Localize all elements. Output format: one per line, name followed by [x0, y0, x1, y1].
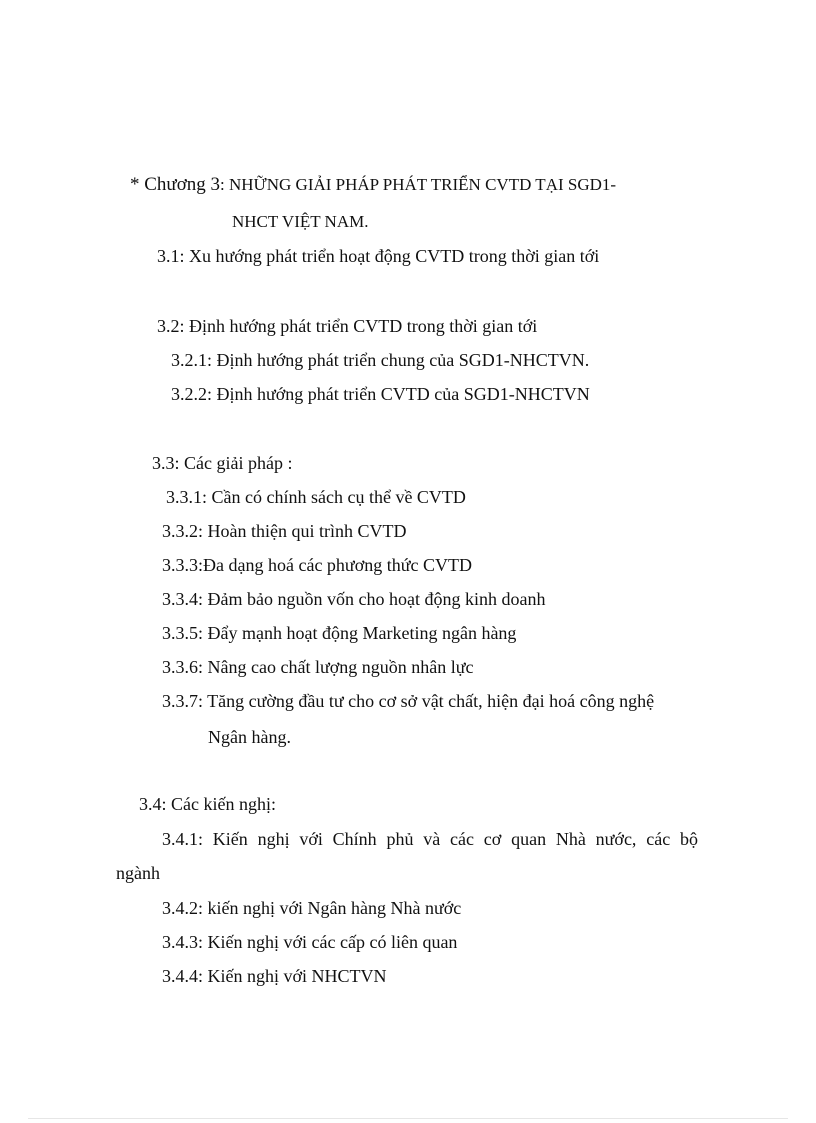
section-3-3-5: 3.3.5: Đẩy mạnh hoạt động Marketing ngân hàng	[162, 623, 517, 643]
section-3-4-1: 3.4.1: Kiến nghị với Chính phủ và các cơ quan Nhà nước, các bộ	[162, 829, 698, 849]
section-3-3-7-continued: Ngân hàng.	[208, 727, 291, 747]
section-3-4-2: 3.4.2: kiến nghị với Ngân hàng Nhà nước	[162, 898, 462, 918]
section-3-4-1-continued: ngành	[116, 863, 160, 883]
section-3-3-7: 3.3.7: Tăng cường đầu tư cho cơ sở vật chất, hiện đại hoá công nghệ	[162, 691, 655, 711]
section-3-3-2: 3.3.2: Hoàn thiện qui trình CVTD	[162, 521, 407, 541]
chapter-heading	[130, 174, 616, 196]
section-3-3-1: 3.3.1: Cần có chính sách cụ thể về CVTD	[166, 487, 466, 507]
section-3-1: 3.1: Xu hướng phát triển hoạt động CVTD trong thời gian tới	[157, 246, 600, 266]
section-3-4: 3.4: Các kiến nghị:	[139, 794, 276, 814]
section-3-4-4: 3.4.4: Kiến nghị với NHCTVN	[162, 966, 387, 986]
section-3-3: 3.3: Các giải pháp :	[152, 453, 293, 473]
chapter-label: Chương 3	[144, 174, 221, 195]
section-3-2: 3.2: Định hướng phát triển CVTD trong thời gian tới	[157, 316, 538, 336]
chapter-bullet: *	[130, 174, 145, 195]
chapter-title: : NHỮNG GIẢI PHÁP PHÁT TRIỂN CVTD TẠI SGD1-	[220, 175, 617, 194]
page-bottom-divider	[28, 1118, 788, 1119]
section-3-2-2: 3.2.2: Định hướng phát triển CVTD của SGD1-NHCTVN	[171, 384, 590, 404]
section-3-4-3: 3.4.3: Kiến nghị với các cấp có liên quan	[162, 932, 458, 952]
section-3-3-6: 3.3.6: Nâng cao chất lượng nguồn nhân lực	[162, 657, 474, 677]
section-3-2-1: 3.2.1: Định hướng phát triển chung của SGD1-NHCTVN.	[171, 350, 590, 370]
chapter-title-continued: NHCT VIỆT NAM.	[232, 212, 369, 231]
section-3-3-3: 3.3.3:Đa dạng hoá các phương thức CVTD	[162, 555, 472, 575]
section-3-3-4: 3.3.4: Đảm bảo nguồn vốn cho hoạt động kinh doanh	[162, 589, 546, 609]
